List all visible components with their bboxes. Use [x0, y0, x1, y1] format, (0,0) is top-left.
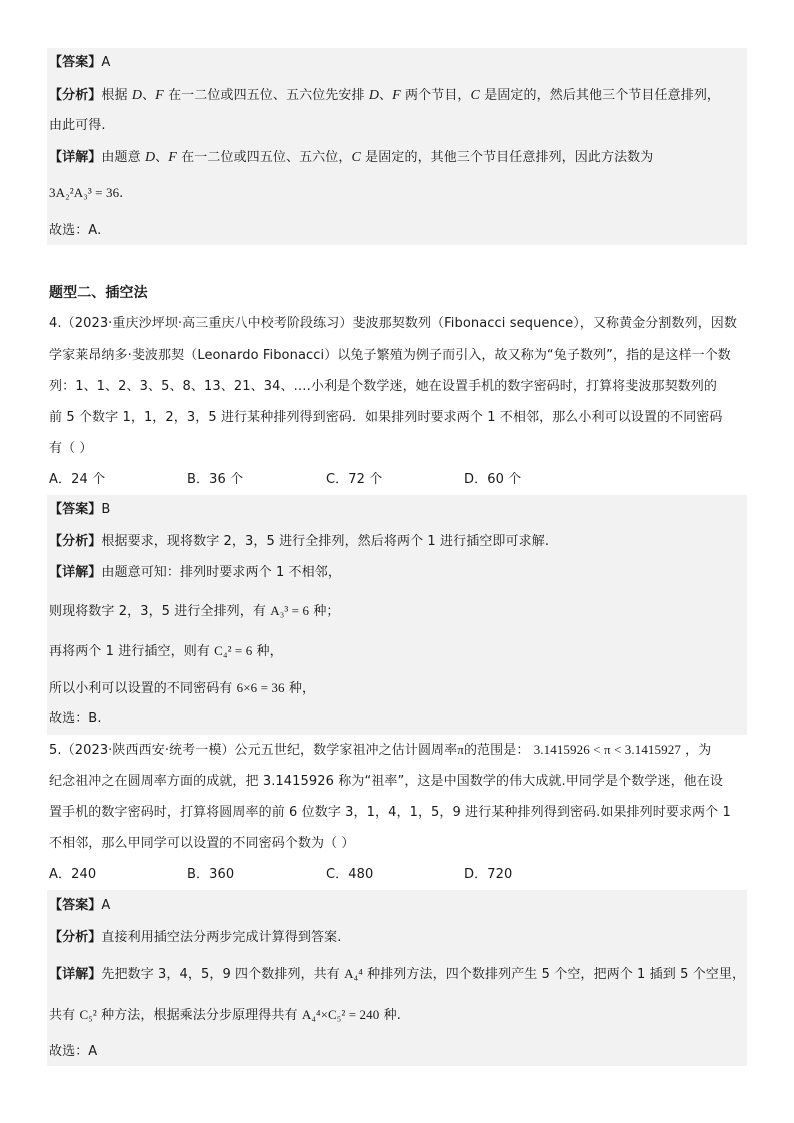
q5-detail2: 共有 C₅² 种方法，根据乘法分步原理得共有 A₄⁴×C₅² = 240 种.: [49, 1007, 401, 1023]
q4-option-c[interactable]: C．72 个: [326, 472, 383, 487]
q5-stem-line4: 不相邻，那么甲同学可以设置的不同密码个数为（ ）: [49, 836, 355, 851]
q4-stem-line4: 前 5 个数字 1，1，2，3，5 进行某种排列得到密码．如果排列时要求两个 1 不相邻，那么小利可以设置的不同密码: [49, 410, 723, 425]
q4-stem-line1: 4.（2023·重庆沙坪坝·高三重庆八中校考阶段练习）斐波那契数列（Fibonacci sequence），又称黄金分割数列，因数: [49, 316, 737, 331]
q4-stem-line5: 有（ ）: [49, 441, 93, 456]
q4-answer: 【答案】B: [49, 502, 111, 517]
q4-choice: 故选：B.: [49, 711, 102, 726]
q4-option-b[interactable]: B．36 个: [187, 472, 244, 487]
q4-stem-line2: 学家莱昂纳多·斐波那契（Leonardo Fibonacci）以兔子繁殖为例子而引入，故又称为“兔子数列”，指的是这样一个数: [49, 348, 731, 363]
q5-stem-line3: 置手机的数字密码时，打算将圆周率的前 6 位数字 3，1，4，1，5，9 进行某种排列得到密码.如果排列时要求两个 1: [49, 805, 731, 820]
q5-option-c[interactable]: C．480: [326, 867, 374, 882]
q5-option-b[interactable]: B．360: [187, 867, 235, 882]
q5-choice: 故选：A: [49, 1044, 98, 1059]
q3-answer: 【答案】A: [49, 55, 111, 70]
q4-option-a[interactable]: A．24 个: [49, 472, 106, 487]
q4-option-d[interactable]: D．60 个: [464, 472, 522, 487]
q3-analysis: 【分析】根据 D、F 在一二位或四五位、五六位先安排 D、F 两个节目，C 是固定的，然后其他三个节目任意排列，: [49, 88, 721, 103]
q5-analysis: 【分析】直接利用插空法分两步完成计算得到答案.: [49, 930, 342, 945]
q5-option-a[interactable]: A．240: [49, 867, 97, 882]
q3-formula: 3A₂²A₃³ = 36.: [49, 185, 124, 201]
q4-detail4: 所以小利可以设置的不同密码有 6×6 = 36 种，: [49, 680, 316, 696]
section-title: 题型二、插空法: [49, 285, 148, 301]
q4-detail2: 则现将数字 2，3，5 进行全排列，有 A₃³ = 6 种；: [49, 603, 340, 619]
q3-detail: 【详解】由题意 D、F 在一二位或四五位、五六位，C 是固定的，其他三个节目任意排列，因此方法数为: [49, 150, 654, 165]
q5-stem-line1: 5.（2023·陕西西安·统考一模）公元五世纪，数学家祖冲之估计圆周率π的范围是： 3.1415926 < π < 3.1415927 ，为: [49, 742, 712, 758]
q4-detail1: 【详解】由题意可知：排列时要求两个 1 不相邻，: [49, 565, 341, 580]
q4-detail3: 再将两个 1 进行插空，则有 C₄² = 6 种，: [49, 643, 283, 659]
q3-solution-panel: [47, 48, 747, 245]
q5-answer: 【答案】A: [49, 898, 111, 913]
q4-stem-line3: 列：1、1、2、3、5、8、13、21、34、….小利是个数学迷，她在设置手机的数字密码时，打算将斐波那契数列的: [49, 379, 717, 394]
q4-analysis: 【分析】根据要求，现将数字 2，3，5 进行全排列，然后将两个 1 进行插空即可求解.: [49, 534, 550, 549]
q5-stem-line2: 纪念祖冲之在圆周率方面的成就，把 3.1415926 称为“祖率”，这是中国数学的伟大成就.甲同学是个数学迷，他在设: [49, 774, 723, 789]
q5-detail1: 【详解】先把数字 3，4，5，9 四个数排列，共有 A₄⁴ 种排列方法，四个数排列产生 5 个空，把两个 1 插到 5 个空里，: [49, 966, 746, 982]
q3-analysis-cont: 由此可得.: [49, 118, 106, 133]
q3-choice: 故选：A.: [49, 223, 102, 238]
q5-option-d[interactable]: D．720: [464, 867, 513, 882]
